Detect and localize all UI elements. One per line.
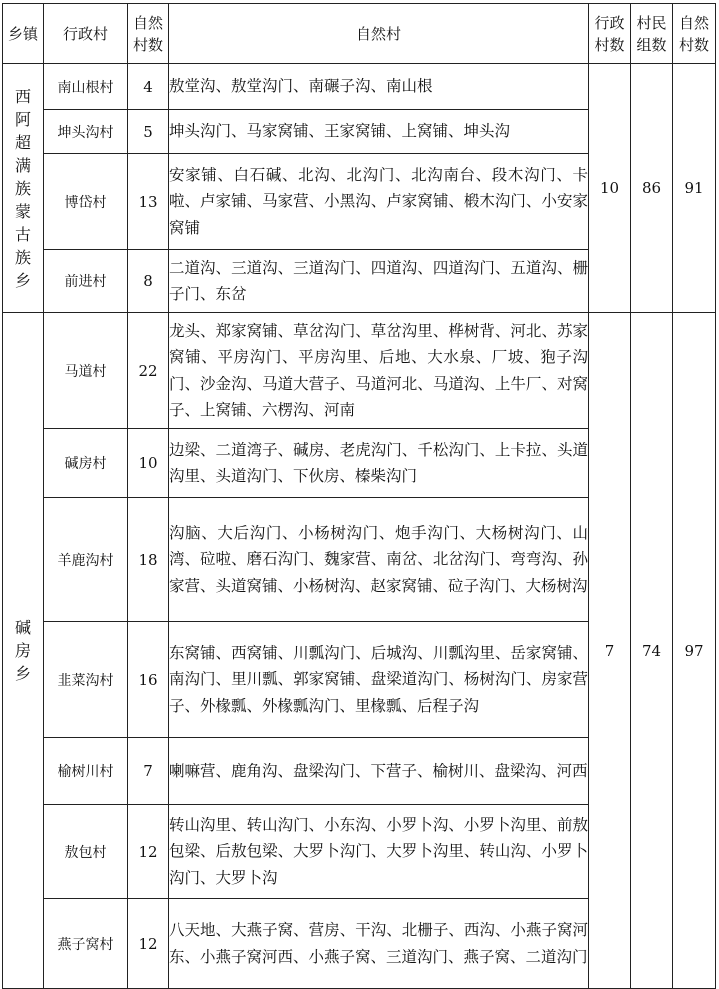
admin-village-name: 韭菜沟村 [44,622,128,738]
natural-villages: 边梁、二道湾子、碱房、老虎沟门、千松沟门、上卡拉、头道沟里、头道沟门、下伙房、榛柴沟门 [169,429,589,498]
natural-count: 5 [128,110,169,154]
header-admin-village: 行政村 [44,4,128,64]
group-count: 86 [631,64,673,313]
table-row [3,313,716,429]
admin-village-name: 榆树川村 [44,738,128,805]
natural-count: 18 [128,498,169,622]
natural-total: 97 [673,313,716,989]
header-group-count: 村民组数 [631,4,673,64]
admin-village-name: 燕子窝村 [44,899,128,989]
admin-village-name: 敖包村 [44,805,128,899]
admin-village-name: 南山根村 [44,64,128,110]
header-township: 乡镇 [3,4,44,64]
header-natural-villages: 自然村 [169,4,589,64]
group-count: 74 [631,313,673,989]
admin-village-name: 博岱村 [44,154,128,250]
table-row [3,64,716,110]
natural-villages: 坤头沟门、马家窝铺、王家窝铺、上窝铺、坤头沟 [169,110,589,154]
natural-villages: 龙头、郑家窝铺、草岔沟门、草岔沟里、桦树背、河北、苏家窝铺、平房沟门、平房沟里、后地、大水泉、厂坡、狍子沟门、沙金沟、马道大营子、马道河北、马道沟、上牛厂、对窝子、上窝铺、六楞沟、河南 [169,313,589,429]
header-natural-total: 自然村数 [673,4,716,64]
natural-count: 16 [128,622,169,738]
natural-villages: 二道沟、三道沟、三道沟门、四道沟、四道沟门、五道沟、栅子门、东岔 [169,250,589,313]
admin-village-name: 马道村 [44,313,128,429]
natural-count: 8 [128,250,169,313]
header-natural-count: 自然村数 [128,4,169,64]
natural-count: 12 [128,899,169,989]
admin-village-name: 碱房村 [44,429,128,498]
natural-count: 7 [128,738,169,805]
admin-count: 10 [589,64,631,313]
natural-villages: 喇嘛营、鹿角沟、盘梁沟门、下营子、榆树川、盘梁沟、河西 [169,738,589,805]
natural-count: 13 [128,154,169,250]
header-row [3,4,716,64]
natural-villages: 八天地、大燕子窝、营房、干沟、北栅子、西沟、小燕子窝河东、小燕子窝河西、小燕子窝、三道沟门、燕子窝、二道沟门 [169,899,589,989]
natural-count: 10 [128,429,169,498]
header-admin-count: 行政村数 [589,4,631,64]
village-table [2,3,716,989]
natural-count: 4 [128,64,169,110]
admin-village-name: 坤头沟村 [44,110,128,154]
admin-count: 7 [589,313,631,989]
admin-village-name: 羊鹿沟村 [44,498,128,622]
natural-total: 91 [673,64,716,313]
natural-villages: 转山沟里、转山沟门、小东沟、小罗卜沟、小罗卜沟里、前敖包梁、后敖包梁、大罗卜沟门、大罗卜沟里、转山沟、小罗卜沟门、大罗卜沟 [169,805,589,899]
natural-count: 22 [128,313,169,429]
township-name: 碱房乡 [3,313,44,989]
natural-villages: 东窝铺、西窝铺、川瓢沟门、后城沟、川瓢沟里、岳家窝铺、南沟门、里川瓢、郭家窝铺、盘梁道沟门、杨树沟门、房家营子、外椽瓢、外椽瓢沟门、里椽瓢、后程子沟 [169,622,589,738]
admin-village-name: 前进村 [44,250,128,313]
township-name: 西阿超满族蒙古族乡 [3,64,44,313]
natural-villages: 安家铺、白石碱、北沟、北沟门、北沟南台、段木沟门、卡啦、卢家铺、马家营、小黑沟、卢家窝铺、椴木沟门、小安家窝铺 [169,154,589,250]
natural-count: 12 [128,805,169,899]
natural-villages: 沟脑、大后沟门、小杨树沟门、炮手沟门、大杨树沟门、山湾、砬啦、磨石沟门、魏家营、南岔、北岔沟门、弯弯沟、孙家营、头道窝铺、小杨树沟、赵家窝铺、砬子沟门、大杨树沟 [169,498,589,622]
natural-villages: 敖堂沟、敖堂沟门、南碾子沟、南山根 [169,64,589,110]
